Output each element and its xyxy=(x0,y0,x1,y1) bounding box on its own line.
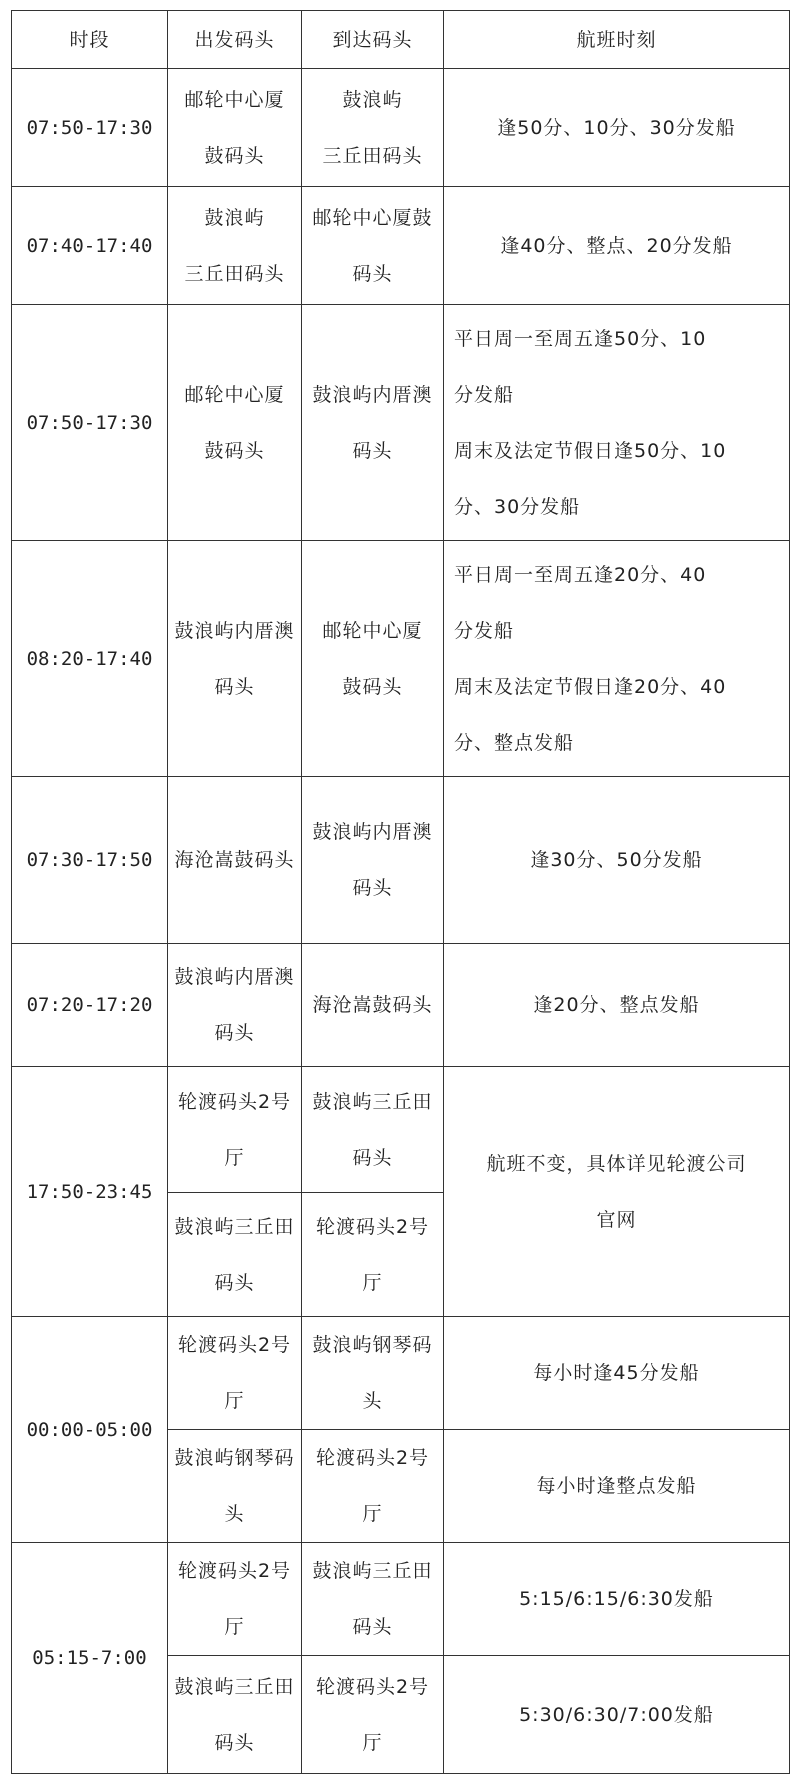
schedule-cell xyxy=(444,541,790,777)
departure-cell xyxy=(168,1430,302,1543)
arrival-cell xyxy=(302,777,444,944)
period-cell: 17:50-23:45 xyxy=(12,1067,168,1317)
arrival-cell xyxy=(302,1543,444,1656)
arrival-line: 码头 xyxy=(352,1146,393,1169)
schedule-cell xyxy=(444,777,790,944)
schedule-cell xyxy=(444,187,790,305)
period-cell: 00:00-05:00 xyxy=(12,1317,168,1543)
schedule-cell xyxy=(444,69,790,187)
arrival-line: 轮渡码头2号厅 xyxy=(315,1447,430,1525)
departure-cell xyxy=(168,1656,302,1774)
departure-cell xyxy=(168,777,302,944)
table-row xyxy=(12,187,790,305)
departure-line: 轮渡码头2号 xyxy=(177,1090,292,1113)
departure-line: 鼓浪屿 xyxy=(204,206,265,229)
departure-line: 邮轮中心厦 xyxy=(184,88,285,111)
arrival-line: 头 xyxy=(362,1390,383,1412)
table-row xyxy=(12,1067,790,1193)
table-row xyxy=(12,541,790,777)
arrival-line: 鼓浪屿三丘田 xyxy=(312,1560,433,1582)
departure-cell xyxy=(168,69,302,187)
arrival-line: 海沧嵩鼓码头 xyxy=(312,994,433,1016)
arrival-line: 码头 xyxy=(352,262,393,285)
period-cell: 08:20-17:40 xyxy=(12,541,168,777)
schedule-line: 分、30分发船 xyxy=(454,495,581,518)
header-row xyxy=(12,11,790,69)
arrival-line: 码头 xyxy=(352,439,393,462)
arrival-cell xyxy=(302,1656,444,1774)
departure-line: 轮渡码头2号 xyxy=(177,1560,292,1582)
table-row xyxy=(12,305,790,541)
schedule-cell xyxy=(444,305,790,541)
departure-line: 鼓浪屿钢琴码 xyxy=(174,1447,295,1469)
arrival-cell xyxy=(302,69,444,187)
schedule-line: 逢20分、整点发船 xyxy=(533,994,700,1016)
arrival-line: 邮轮中心厦 xyxy=(322,619,423,642)
departure-line: 海沧嵩鼓码头 xyxy=(174,849,295,871)
schedule-cell xyxy=(444,1067,790,1317)
schedule-line: 每小时逢45分发船 xyxy=(533,1362,700,1384)
departure-line: 鼓浪屿三丘田 xyxy=(174,1215,295,1238)
schedule-cell xyxy=(444,1317,790,1430)
schedule-line: 周末及法定节假日逢50分、10 xyxy=(454,439,727,462)
arrival-cell xyxy=(302,305,444,541)
period-cell: 07:50-17:30 xyxy=(12,305,168,541)
schedule-line: 分、整点发船 xyxy=(454,731,575,754)
table-row xyxy=(12,69,790,187)
schedule-line: 官网 xyxy=(596,1208,637,1231)
arrival-line: 鼓浪屿内厝澳 xyxy=(312,383,433,406)
departure-cell xyxy=(168,1317,302,1430)
departure-line: 码头 xyxy=(214,675,255,698)
schedule-cell xyxy=(444,1656,790,1774)
arrival-line: 鼓浪屿 xyxy=(342,88,403,111)
departure-cell xyxy=(168,1193,302,1317)
table-row xyxy=(12,1317,790,1430)
departure-line: 鼓码头 xyxy=(204,144,265,167)
departure-line: 三丘田码头 xyxy=(184,262,285,285)
arrival-line: 鼓浪屿钢琴码 xyxy=(312,1334,433,1356)
arrival-cell xyxy=(302,187,444,305)
schedule-cell xyxy=(444,944,790,1067)
schedule-cell xyxy=(444,1430,790,1543)
arrival-cell xyxy=(302,1317,444,1430)
departure-cell xyxy=(168,944,302,1067)
schedule-line: 逢50分、10分、30分发船 xyxy=(497,116,736,139)
period-cell: 07:40-17:40 xyxy=(12,187,168,305)
period-cell: 05:15-7:00 xyxy=(12,1543,168,1774)
schedule-line: 分发船 xyxy=(454,383,515,406)
departure-line: 鼓浪屿内厝澳 xyxy=(174,619,295,642)
table-row xyxy=(12,777,790,944)
schedule-line: 航班不变，具体详见轮渡公司 xyxy=(486,1152,747,1175)
period-cell: 07:50-17:30 xyxy=(12,69,168,187)
schedule-line: 5:15/6:15/6:30发船 xyxy=(519,1588,714,1610)
arrival-line: 轮渡码头2号厅 xyxy=(315,1215,430,1294)
departure-line: 厅 xyxy=(224,1616,245,1638)
departure-line: 鼓浪屿内厝澳 xyxy=(174,966,295,988)
arrival-line: 鼓浪屿内厝澳 xyxy=(312,821,433,843)
schedule-line: 每小时逢整点发船 xyxy=(536,1475,697,1497)
arrival-cell xyxy=(302,541,444,777)
departure-line: 头 xyxy=(224,1503,245,1525)
departure-line: 鼓浪屿三丘田 xyxy=(174,1675,295,1698)
schedule-line: 逢30分、50分发船 xyxy=(530,849,703,871)
header-arrival: 到达码头 xyxy=(302,11,444,69)
arrival-cell xyxy=(302,944,444,1067)
ferry-schedule-table xyxy=(11,10,790,1774)
arrival-line: 鼓码头 xyxy=(342,675,403,698)
arrival-cell xyxy=(302,1193,444,1317)
arrival-line: 鼓浪屿三丘田 xyxy=(312,1090,433,1113)
departure-cell xyxy=(168,1543,302,1656)
header-period: 时段 xyxy=(12,11,168,69)
arrival-cell xyxy=(302,1430,444,1543)
departure-line: 邮轮中心厦 xyxy=(184,383,285,406)
departure-line: 码头 xyxy=(214,1271,255,1294)
schedule-line: 周末及法定节假日逢20分、40 xyxy=(454,675,727,698)
schedule-line: 5:30/6:30/7:00发船 xyxy=(519,1703,714,1726)
period-cell: 07:20-17:20 xyxy=(12,944,168,1067)
departure-line: 厅 xyxy=(224,1146,245,1169)
departure-cell xyxy=(168,187,302,305)
arrival-line: 码头 xyxy=(352,1616,393,1638)
departure-cell xyxy=(168,1067,302,1193)
arrival-line: 轮渡码头2号厅 xyxy=(315,1675,430,1754)
schedule-line: 平日周一至周五逢20分、40 xyxy=(454,563,707,586)
header-departure: 出发码头 xyxy=(168,11,302,69)
schedule-line: 逢40分、整点、20分发船 xyxy=(500,234,733,257)
departure-line: 厅 xyxy=(224,1390,245,1412)
header-schedule: 航班时刻 xyxy=(444,11,790,69)
departure-line: 轮渡码头2号 xyxy=(177,1334,292,1356)
schedule-line: 平日周一至周五逢50分、10 xyxy=(454,327,707,350)
departure-line: 鼓码头 xyxy=(204,439,265,462)
schedule-line: 分发船 xyxy=(454,619,515,642)
table-row xyxy=(12,1543,790,1656)
departure-line: 码头 xyxy=(214,1022,255,1044)
arrival-line: 邮轮中心厦鼓 xyxy=(312,206,433,229)
arrival-line: 三丘田码头 xyxy=(322,144,423,167)
arrival-line: 码头 xyxy=(352,877,393,899)
departure-cell xyxy=(168,541,302,777)
departure-line: 码头 xyxy=(214,1731,255,1754)
schedule-cell xyxy=(444,1543,790,1656)
departure-cell xyxy=(168,305,302,541)
period-cell: 07:30-17:50 xyxy=(12,777,168,944)
arrival-cell xyxy=(302,1067,444,1193)
table-row xyxy=(12,944,790,1067)
